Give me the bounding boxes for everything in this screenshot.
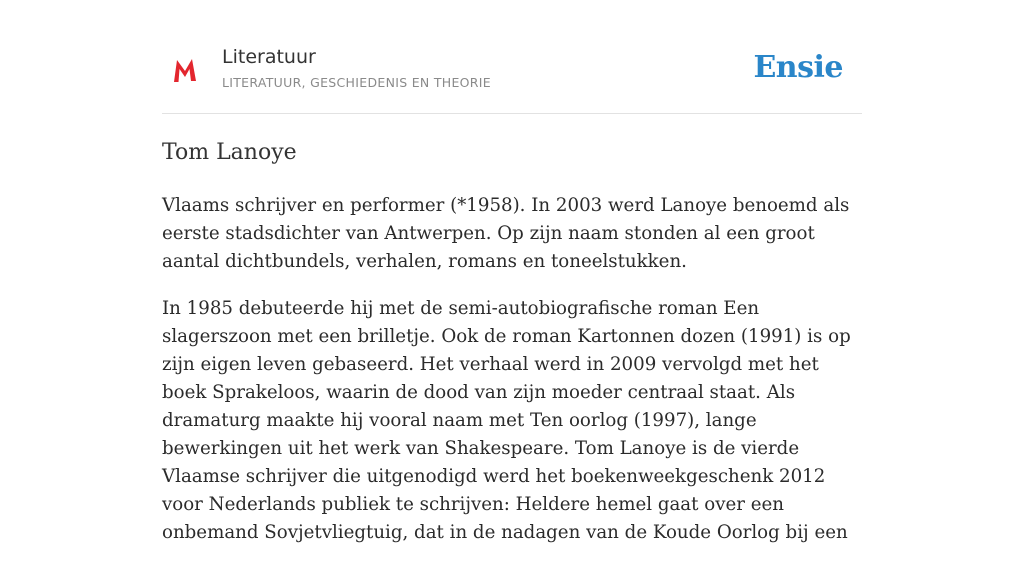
article-paragraph: Vlaams schrijver en performer (*1958). In 2003 werd Lanoye benoemd als eerste stadsdichter van Antwerpen. Op zijn naam stonden al een groot aantal dichtbundels, verhalen, romans en toneelstukken. (162, 195, 850, 272)
article-title: Tom Lanoye (162, 140, 297, 165)
site-header (162, 40, 862, 114)
source-subtitle: LITERATUUR, GESCHIEDENIS EN THEORIE (222, 75, 491, 90)
article-paragraph: In 1985 debuteerde hij met de semi-autobiografische roman Een slagerszoon met een brilletje. Ook de roman Kartonnen dozen (1991) is op zijn eigen leven gebaseerd. Het verhaal werd in 2009 vervolgd met het boek Sprakeloos, waarin de dood van zijn moeder centraal staat. Als dramaturg maakte hij vooral naam met Ten oorlog (1997), lange bewerkingen uit het werk van Shakespeare. Tom Lanoye is de vierde Vlaamse schrijver die uitgenodigd werd het boekenweekgeschenk 2012 voor Nederlands publiek te schrijven: Heldere hemel gaat over een onbemand Sovjetvliegtuig, dat in de nadagen van de Koude Oorlog bij een (162, 298, 851, 543)
m-logo-icon[interactable] (172, 56, 198, 86)
source-title[interactable]: Literatuur (222, 46, 316, 68)
ensie-logo[interactable]: Ensie (753, 50, 843, 85)
article (162, 136, 864, 566)
